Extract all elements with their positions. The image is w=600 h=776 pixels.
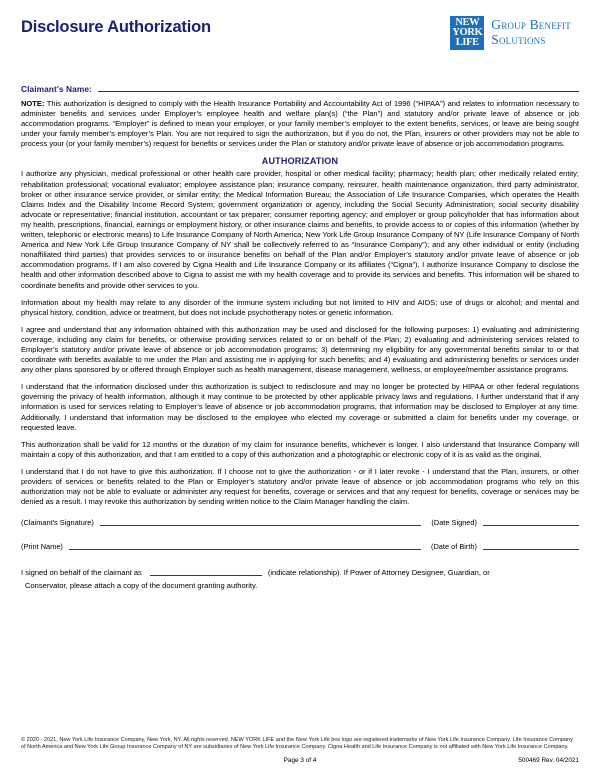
- new-york-life-logo: [450, 16, 579, 50]
- wordmark-line-2: Solutions: [491, 31, 546, 47]
- signed-on-behalf-prefix: I signed on behalf of the claimant as: [21, 568, 142, 578]
- note-paragraph: [21, 99, 579, 149]
- brand-wordmark: [491, 16, 571, 47]
- page-title: Disclosure Authorization: [21, 18, 211, 36]
- logo-line-life: LIFE: [455, 37, 479, 48]
- footer-meta-row: [21, 757, 579, 768]
- note-label: NOTE:: [21, 99, 45, 108]
- relationship-input[interactable]: [150, 575, 262, 576]
- date-of-birth-label: (Date of Birth): [430, 542, 477, 552]
- date-signed-label: (Date Signed): [431, 518, 477, 528]
- signed-on-behalf-second-line: Conservator, please attach a copy of the document granting authority.: [25, 581, 258, 591]
- page-number: Page 3 of 4: [283, 757, 317, 764]
- legal-notice: © 2020 - 2021, New York Life Insurance Company, New York, NY. All rights reserved. NEW YORK LIFE and the New York Life box logo are registered trademarks of New York Life Insurance Company. Life Insurance Company of North America and New York Life Group Insurance Company of NY are subsidiaries of New York Life Insurance Company. Cigna Health and Life Insurance Company is not affiliated with New York Life Insurance Company.: [21, 736, 573, 751]
- authorization-paragraph-6: I understand that I do not have to give this authorization. If I choose not to give the authorization - or if I later revoke - I understand that the Plan, insurers, or other providers of services or benefits related to the Plan or Employer’s statutory and/or private leave of absence or job accommodation programs who rely on this authorization may not be able to evaluate or administer any request for benefits, coverage or services and that any request for benefits, coverage or services may be denied as a result. I may revoke this authorization by sending written notice to the Claim Manager handling the claim.: [21, 466, 579, 507]
- note-text: This authorization is designed to comply with the Health Insurance Portability and Accountability Act of 1996 (“HIPAA”) and relates to information necessary to administer benefits and services under Employer’s employee health and welfare plan(s) (“the Plan”) and statutory and/or private leave of absence or job accommodation programs. “Employer” is defined to mean your employer, or your family member’s employer to the extent benefits, services, or leave are being sought under your family member’s employer’s Plan. You are not required to sign the authorization, but if you do not, the Plan, insurers or other providers may not be able to process your (or your family member’s) request for benefits or services under the Plan or statutory and/or private leave of absence or job accommodation programs.: [21, 99, 579, 149]
- signature-row-1: [21, 518, 579, 528]
- authorization-paragraph-4: I understand that the information disclosed under this authorization is subject to redisclosure and may no longer be protected by HIPAA or other federal regulations governing the privacy of health information, although it may continue to be protected by other applicable privacy laws and regulations. I further understand that if any information is used for services relating to Employer’s leave of absence or job accommodation programs, that information may be disclosed to Employer at any time. Additionally, I understand that information may be disclosed to the employee who elected my coverage or submitted a claim for benefits under my coverage, or requested leave.: [21, 382, 579, 432]
- form-code: 500469 Rev. 04/2021: [518, 757, 579, 764]
- signed-on-behalf-row: [21, 566, 579, 579]
- authorization-paragraph-3: I agree and understand that any information obtained with this authorization may be used and disclosed for the following purposes: 1) evaluating and administering coverage, including any claim for benefits, or otherwise providing services related to or on behalf of the Plan; 2) evaluating and administering services related to Employer’s statutory and/or private leave of absence or job accommodation programs; 3) determining my eligibility for any governmental benefits similar to or that coordinate with benefits available to me under the Plan and assisting me in applying for such benefits; and 4) evaluating and administering benefits or services under any other plans sponsored by or offered through Employer such as health management, disease management, wellness, or employee/member assistance programs.: [21, 324, 579, 375]
- document-header: [21, 0, 579, 62]
- authorization-heading: AUTHORIZATION: [261, 156, 339, 167]
- signed-on-behalf-suffix: (indicate relationship). If Power of Attorney Designee, Guardian, or: [267, 568, 490, 578]
- wordmark-line-1: Group Benefit: [491, 17, 571, 32]
- print-name-label: (Print Name): [21, 542, 63, 552]
- claimant-name-input[interactable]: [98, 83, 579, 92]
- print-name-input[interactable]: [69, 549, 421, 550]
- logo-line-york: YORK: [452, 27, 483, 38]
- nyl-box-logo-icon: [450, 16, 484, 50]
- signature-row-2: [21, 542, 579, 552]
- authorization-paragraph-5: This authorization shall be valid for 12 months or the duration of my claim for insurance benefits, whichever is longer. I also understand that Insurance Company will maintain a copy of this authorization, and that I am entitled to a copy of this authorization and a photographic or electronic copy of it is as valid as the original.: [21, 439, 579, 459]
- document-footer: [21, 737, 579, 768]
- claimant-signature-input[interactable]: [100, 525, 422, 526]
- date-of-birth-input[interactable]: [483, 549, 579, 550]
- claimant-signature-label: (Claimant's Signature): [21, 518, 94, 528]
- claimant-name-row: [21, 83, 579, 94]
- logo-line-new: NEW: [455, 17, 480, 28]
- authorization-paragraph-1: I authorize any physician, medical professional or other health care provider, hospital or other medical facility; pharmacy; health plan; other medically related entity; rehabilitation professional; vocational evaluator; employee assistance plan; insurance company, reinsurer, health maintenance organization, third party administrator, broker or other insurance service provider, or similar entity; the Medical Information Bureau; the Association of Life Insurance Companies, which operates the Health Claims Index and the Disability Income Record System; government organization or agency, including the Social Security Administration; social security disability advocate or representative; financial institution, accountant or tax preparer; consumer reporting agency; and employer or group policyholder that has information about my health, prescriptions, financial, earnings or employment history, or other insurance claims and benefits, to provide access to or copies of this information (whether by written, telephonic or electronic means) to Life Insurance Company of North America; New York Life Group Insurance Company of NY (Life Insurance Company of North America and New York Life Group Insurance Company of NY shall be collectively referred to as “Insurance Company”); and any other individual or entity (including nonaffiliated third parties) that provides services to or insurance benefits on behalf of the Plan and/or Employer’s statutory and/or private leave of absence or job accommodation programs. If I am also covered by Cigna Health and Life Insurance Company or its affiliates (“Cigna”), I authorize Insurance Company to disclose the health and other information described above to Cigna to assist me with my health coverage and to provide its services and benefits. This information will be shared to coordinate benefits and provide other services to you.: [21, 169, 579, 290]
- authorization-paragraph-2: Information about my health may relate to any disorder of the immune system including but not limited to HIV and AIDS; use of drugs or alcohol; and mental and physical history, condition, advice or treatment, but does not include psychotherapy notes or genetic information.: [21, 297, 579, 317]
- signature-block: [21, 518, 579, 592]
- claimant-name-label: Claimant's Name:: [21, 84, 92, 94]
- date-signed-input[interactable]: [483, 525, 579, 526]
